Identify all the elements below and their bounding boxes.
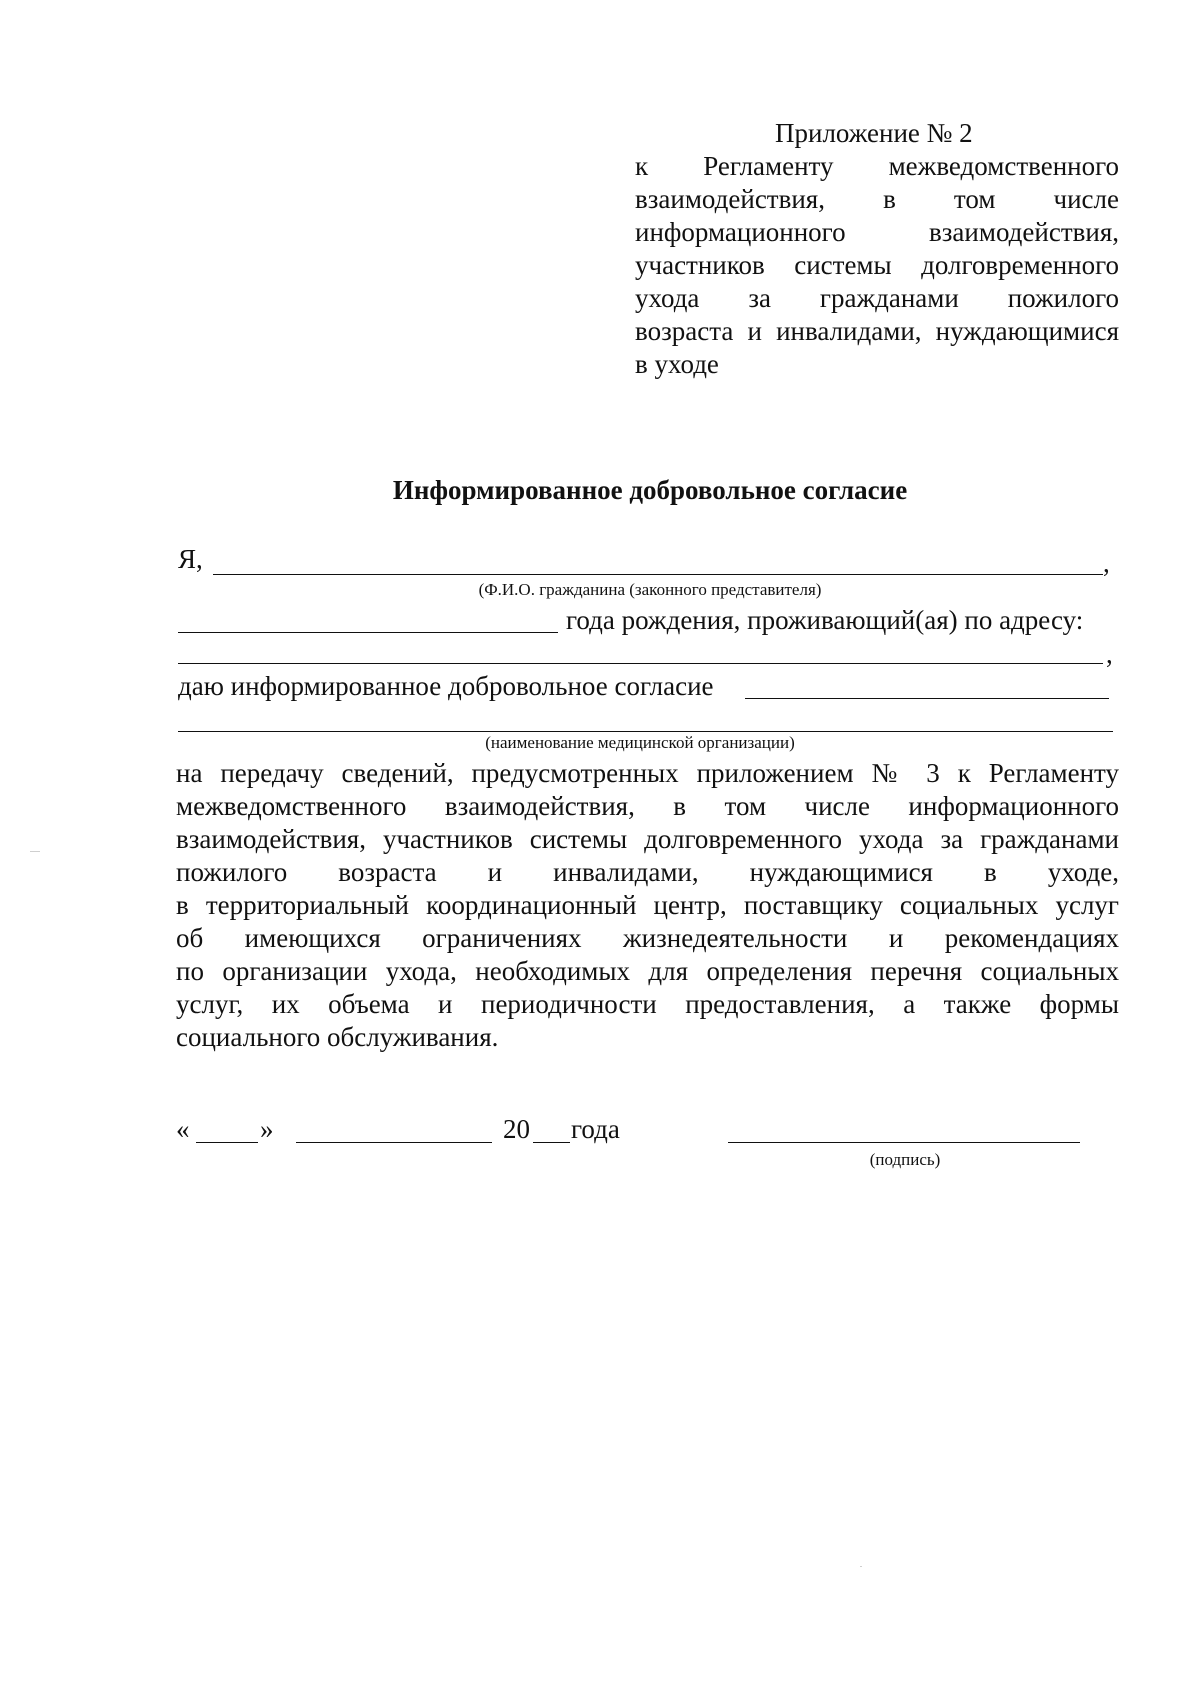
body-line: взаимодействия, участников системы долговременного ухода за гражданами [176,824,1119,854]
day-blank-line[interactable] [196,1142,258,1143]
body-line: услуг, их объема и периодичности предоставления, а также формы [176,989,1119,1019]
consent-body [176,757,1119,1054]
appendix-reference [635,150,1119,381]
appendix-title: Приложение № 2 [775,118,973,148]
organization-blank-line[interactable] [745,698,1109,699]
body-line: межведомственного взаимодействия, в том числе информационного [176,791,1119,821]
year-blank-line[interactable] [533,1142,570,1143]
form-comma: , [1103,548,1110,578]
date-open-quote: « [176,1114,190,1144]
fio-blank-line[interactable] [213,574,1103,575]
signature-caption: (подпись) [869,1150,941,1169]
body-line: в территориальный координационный центр, поставщику социальных услуг [176,890,1119,920]
date-century: 20 [503,1114,530,1144]
form-prefix-ya: Я, [178,544,203,574]
body-line: по организации ухода, необходимых для определения перечня социальных [176,956,1119,986]
scan-artifact [30,851,40,852]
organization-caption: (наименование медицинской организации) [485,733,795,752]
appendix-line: к Регламенту межведомственного [635,151,1119,181]
fio-caption: (Ф.И.О. гражданина (законного представителя) [478,580,822,599]
date-close-quote: » [260,1114,274,1144]
body-line: об имеющихся ограничениях жизнедеятельности и рекомендациях [176,923,1119,953]
date-year-word: года [571,1114,620,1144]
body-line: пожилого возраста и инвалидами, нуждающимися в уходе, [176,857,1119,887]
appendix-line: информационного взаимодействия, [635,217,1119,247]
document-title: Информированное добровольное согласие [392,475,908,505]
consent-label: даю информированное добровольное согласие [178,671,714,701]
appendix-line: ухода за гражданами пожилого [635,283,1119,313]
body-line: на передачу сведений, предусмотренных приложением № 3 к Регламенту [176,758,1119,788]
signature-blank-line[interactable] [728,1142,1080,1143]
appendix-line: возраста и инвалидами, нуждающимися [635,316,1119,346]
address-blank-line[interactable] [178,663,1103,664]
month-blank-line[interactable] [296,1142,492,1143]
birth-address-label: года рождения, проживающий(ая) по адресу: [566,605,1084,635]
appendix-line: взаимодействия, в том числе [635,184,1119,214]
body-line: социального обслуживания. [176,1022,499,1052]
appendix-line: участников системы долговременного [635,250,1119,280]
organization-blank-line-2[interactable] [178,731,1113,732]
form-comma: , [1106,639,1113,669]
scan-artifact [860,1566,862,1567]
appendix-line: в уходе [635,349,719,379]
birth-year-blank-line[interactable] [178,632,558,633]
